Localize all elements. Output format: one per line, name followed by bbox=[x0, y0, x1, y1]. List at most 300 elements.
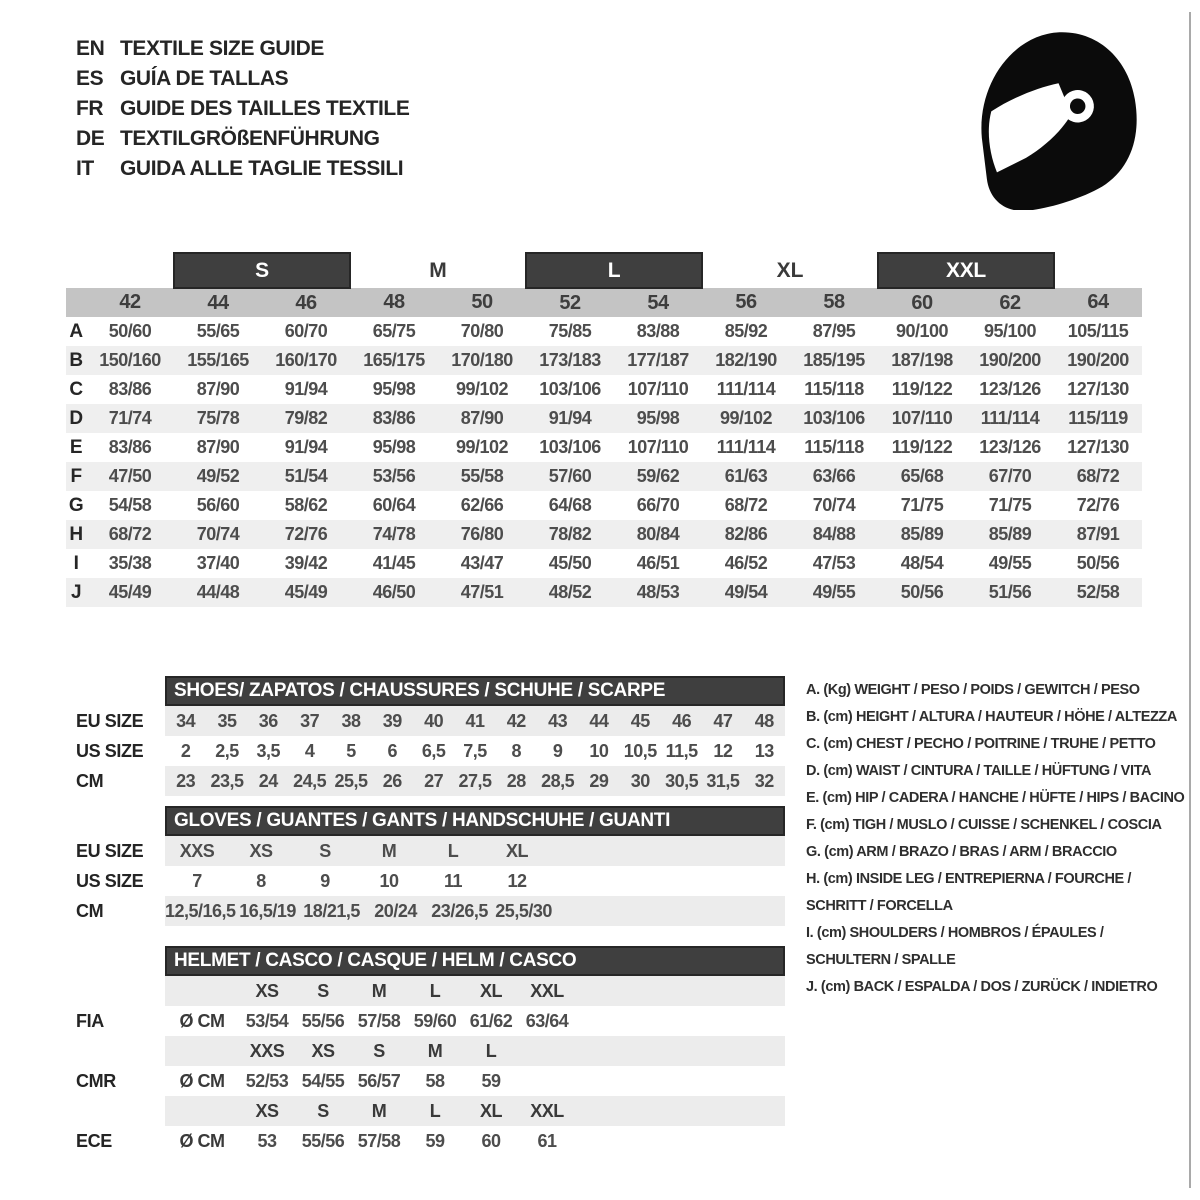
measurement-value: 71/74 bbox=[86, 404, 174, 433]
language-row bbox=[76, 124, 409, 154]
size-group-label: S bbox=[174, 253, 350, 288]
size-group-label: XL bbox=[776, 258, 804, 282]
shoe-size-value: 34 bbox=[176, 710, 196, 731]
measurement-value: 95/98 bbox=[614, 404, 702, 433]
gloves-section bbox=[65, 806, 790, 926]
row-band bbox=[165, 1066, 785, 1096]
gloves-row bbox=[65, 866, 790, 896]
helmet-size-label: M bbox=[427, 1040, 443, 1061]
measurement-value: 190/200 bbox=[966, 346, 1054, 375]
measurement-value: 44/48 bbox=[174, 578, 262, 607]
numeric-size-label: 60 bbox=[878, 288, 966, 317]
helmet-size-label: XXL bbox=[530, 980, 564, 1001]
numeric-size-label: 50 bbox=[438, 288, 526, 317]
measurement-value: 115/118 bbox=[804, 437, 864, 457]
measurement-row-label: F bbox=[66, 462, 86, 491]
measurement-value: 49/55 bbox=[790, 578, 878, 607]
measurement-value: 51/54 bbox=[262, 462, 350, 491]
measurement-value: 84/88 bbox=[790, 520, 878, 549]
row-band bbox=[165, 1126, 785, 1156]
measurement-value: 95/98 bbox=[372, 379, 416, 399]
measurement-value: 43/47 bbox=[460, 553, 504, 573]
helmet-size-label: XXS bbox=[249, 1040, 285, 1061]
glove-size-value: 12 bbox=[507, 870, 527, 891]
glove-size-value: L bbox=[447, 840, 459, 861]
helmet-size-label: XS bbox=[255, 1100, 279, 1121]
measurement-value: 75/85 bbox=[548, 321, 592, 341]
shoe-size-value: 44 bbox=[589, 710, 609, 731]
measurement-value: 51/56 bbox=[966, 578, 1054, 607]
measurement-value: 67/70 bbox=[966, 462, 1054, 491]
glove-size-value: 20/24 bbox=[374, 900, 417, 921]
measurement-value: 115/119 bbox=[1054, 404, 1142, 433]
shoe-size-value: 30,5 bbox=[665, 770, 699, 791]
measurement-value: 50/56 bbox=[1076, 553, 1120, 573]
measurement-value: 79/82 bbox=[262, 404, 350, 433]
shoe-size-value: 27,5 bbox=[458, 770, 492, 791]
numeric-size-spacer bbox=[66, 288, 86, 317]
numeric-size-label: 64 bbox=[1054, 288, 1142, 317]
shoe-size-value: 24,5 bbox=[293, 770, 327, 791]
helmet-size-value: 58 bbox=[425, 1070, 445, 1091]
helmet-size-label: M bbox=[371, 980, 387, 1001]
shoes-row bbox=[65, 736, 790, 766]
shoe-size-value: 25,5 bbox=[334, 770, 368, 791]
helmet-size-label: L bbox=[429, 1100, 441, 1121]
numeric-size-label: 46 bbox=[262, 288, 350, 317]
row-label bbox=[65, 1096, 165, 1126]
legend-item: F. (cm) TIGH / MUSLO / CUISSE / SCHENKEL / COSCIA bbox=[806, 817, 1162, 833]
helmet-size-value: 56/57 bbox=[357, 1070, 401, 1091]
helmet-size-label: L bbox=[485, 1040, 497, 1061]
numeric-size-label: 52 bbox=[526, 288, 614, 317]
measurement-value: 63/66 bbox=[790, 462, 878, 491]
helmet-size-value: 63/64 bbox=[525, 1010, 569, 1031]
measurement-value: 87/95 bbox=[812, 321, 856, 341]
row-band bbox=[165, 836, 785, 866]
language-list bbox=[76, 34, 409, 184]
measurement-value: 173/183 bbox=[526, 346, 614, 375]
helmet-size-label: XL bbox=[479, 1100, 502, 1121]
glove-size-value: 23/26,5 bbox=[431, 900, 488, 921]
shoe-size-value: 36 bbox=[258, 710, 278, 731]
measurement-value: 59/62 bbox=[614, 462, 702, 491]
measurement-value: 87/90 bbox=[196, 437, 240, 457]
numeric-size-label: 56 bbox=[702, 288, 790, 317]
measurement-value: 95/98 bbox=[372, 437, 416, 457]
measurement-value: 187/198 bbox=[878, 346, 966, 375]
shoe-size-value: 26 bbox=[382, 770, 402, 791]
glove-size-value: 10 bbox=[379, 870, 399, 891]
measurement-value: 115/118 bbox=[804, 379, 864, 399]
measurement-value: 111/114 bbox=[716, 437, 776, 457]
row-label: ECE bbox=[76, 1130, 112, 1151]
size-group-spacer bbox=[1054, 253, 1142, 288]
helmet-table bbox=[65, 976, 790, 1156]
shoe-size-value: 24 bbox=[258, 770, 278, 791]
measurement-value: 68/72 bbox=[1054, 462, 1142, 491]
measurement-row-label: H bbox=[66, 520, 86, 549]
shoe-size-value: 10 bbox=[589, 740, 609, 761]
measurement-value: 35/38 bbox=[108, 553, 152, 573]
measurement-value: 119/122 bbox=[891, 379, 953, 399]
language-row bbox=[76, 154, 409, 184]
row-label: EU SIZE bbox=[76, 710, 144, 731]
measurement-row-label: A bbox=[69, 320, 83, 342]
shoe-size-value: 32 bbox=[754, 770, 774, 791]
measurement-value: 75/78 bbox=[174, 404, 262, 433]
measurement-value: 177/187 bbox=[614, 346, 702, 375]
measurement-value: 68/72 bbox=[724, 495, 768, 515]
language-row bbox=[76, 64, 409, 94]
measurement-value: 83/86 bbox=[108, 379, 152, 399]
measurement-value: 50/56 bbox=[878, 578, 966, 607]
measurement-row-label: B bbox=[66, 346, 86, 375]
measurement-value: 72/76 bbox=[262, 520, 350, 549]
measurement-value: 105/115 bbox=[1067, 321, 1129, 341]
textile-size-table bbox=[66, 252, 1142, 607]
shoes-section-title: SHOES/ ZAPATOS / CHAUSSURES / SCHUHE / SCARPE bbox=[165, 676, 785, 706]
shoe-size-value: 29 bbox=[589, 770, 609, 791]
language-row bbox=[76, 94, 409, 124]
shoes-row bbox=[65, 706, 790, 736]
measurement-value: 99/102 bbox=[455, 379, 509, 399]
shoes-row bbox=[65, 766, 790, 796]
measurement-row bbox=[66, 404, 1142, 433]
helmet-size-label: XS bbox=[255, 980, 279, 1001]
legend-item: H. (cm) INSIDE LEG / ENTREPIERNA / FOURCHE / SCHRITT / FORCELLA bbox=[806, 871, 1132, 914]
shoe-size-value: 3,5 bbox=[256, 740, 281, 761]
measurement-value: 47/50 bbox=[86, 462, 174, 491]
measurement-value: 48/54 bbox=[900, 553, 944, 573]
helmet-size-value: 54/55 bbox=[301, 1070, 345, 1091]
measurement-value: 49/52 bbox=[174, 462, 262, 491]
row-band bbox=[165, 706, 785, 736]
measurement-value: 60/70 bbox=[284, 321, 328, 341]
measurement-value: 107/110 bbox=[627, 437, 689, 457]
helmet-size-value: 55/56 bbox=[301, 1010, 345, 1031]
measurement-value: 49/54 bbox=[702, 578, 790, 607]
legend-item: B. (cm) HEIGHT / ALTURA / HAUTEUR / HÖHE / ALTEZZA bbox=[806, 709, 1177, 725]
size-group-row bbox=[66, 253, 1142, 288]
language-code: DE bbox=[76, 127, 105, 150]
gloves-table bbox=[65, 836, 790, 926]
shoe-size-value: 2 bbox=[180, 740, 191, 761]
measurement-value: 70/80 bbox=[460, 321, 504, 341]
helmet-size-value: 53/54 bbox=[245, 1010, 289, 1031]
shoes-section bbox=[65, 676, 790, 796]
shoe-size-value: 8 bbox=[511, 740, 522, 761]
size-group-label: M bbox=[429, 258, 447, 282]
measurement-value: 182/190 bbox=[702, 346, 790, 375]
measurement-row bbox=[66, 549, 1142, 578]
measurement-value: 160/170 bbox=[262, 346, 350, 375]
measurement-row bbox=[66, 578, 1142, 607]
measurement-value: 91/94 bbox=[284, 379, 328, 399]
measurement-value: 107/110 bbox=[627, 379, 689, 399]
measurement-value: 155/165 bbox=[174, 346, 262, 375]
language-code: IT bbox=[76, 157, 94, 180]
measurement-row bbox=[66, 462, 1142, 491]
measurement-value: 56/60 bbox=[196, 495, 240, 515]
measurement-value: 45/50 bbox=[548, 553, 592, 573]
shoe-size-value: 42 bbox=[506, 710, 526, 731]
measurement-row-label: C bbox=[69, 378, 83, 400]
measurement-value: 99/102 bbox=[455, 437, 509, 457]
row-label: CM bbox=[76, 900, 104, 921]
measurement-value: 55/58 bbox=[438, 462, 526, 491]
measurement-value: 85/92 bbox=[724, 321, 768, 341]
numeric-size-row bbox=[66, 288, 1142, 317]
shoe-size-value: 11,5 bbox=[665, 740, 698, 761]
measurement-value: 150/160 bbox=[86, 346, 174, 375]
measurement-value: 87/90 bbox=[438, 404, 526, 433]
helmet-size-value: 52/53 bbox=[245, 1070, 289, 1091]
shoe-size-value: 28,5 bbox=[541, 770, 575, 791]
size-group-spacer bbox=[66, 253, 174, 288]
row-label: CM bbox=[76, 770, 104, 791]
glove-size-value: M bbox=[381, 840, 397, 861]
row-label bbox=[65, 1036, 165, 1066]
shoes-table bbox=[65, 706, 790, 796]
measurement-value: 87/91 bbox=[1054, 520, 1142, 549]
glove-size-value: XS bbox=[249, 840, 273, 861]
measurement-value: 83/86 bbox=[108, 437, 152, 457]
numeric-size-label: 44 bbox=[174, 288, 262, 317]
measurement-row-label: I bbox=[73, 552, 79, 574]
measurement-value: 54/58 bbox=[108, 495, 152, 515]
shoe-size-value: 6 bbox=[387, 740, 398, 761]
legend-item: J. (cm) BACK / ESPALDA / DOS / ZURÜCK / INDIETRO bbox=[806, 979, 1158, 995]
measurement-value: 47/51 bbox=[438, 578, 526, 607]
helmet-section bbox=[65, 946, 790, 1156]
measurement-value: 111/114 bbox=[966, 404, 1054, 433]
helmet-size-value: 59/60 bbox=[413, 1010, 457, 1031]
helmet-size-label: XS bbox=[311, 1040, 335, 1061]
measurement-value: 71/75 bbox=[988, 495, 1032, 515]
helmet-sizes-row bbox=[65, 1096, 790, 1126]
measurement-value: 78/82 bbox=[526, 520, 614, 549]
legend-item: A. (Kg) WEIGHT / PESO / POIDS / GEWITCH / PESO bbox=[806, 682, 1140, 698]
measurement-value: 45/49 bbox=[86, 578, 174, 607]
measurement-value: 49/55 bbox=[988, 553, 1032, 573]
measurement-row-label: D bbox=[66, 404, 86, 433]
measurement-value: 45/49 bbox=[262, 578, 350, 607]
helmet-size-label: L bbox=[429, 980, 441, 1001]
measurement-value: 57/60 bbox=[526, 462, 614, 491]
measurement-value: 58/62 bbox=[284, 495, 328, 515]
measurement-value: 103/106 bbox=[539, 437, 601, 457]
language-row bbox=[76, 34, 409, 64]
helmet-values-row bbox=[65, 1006, 790, 1036]
helmet-section-title: HELMET / CASCO / CASQUE / HELM / CASCO bbox=[165, 946, 785, 976]
measurement-row-label: E bbox=[69, 436, 83, 458]
row-label: US SIZE bbox=[76, 740, 144, 761]
helmet-size-label: S bbox=[317, 1100, 329, 1121]
measurement-value: 85/89 bbox=[966, 520, 1054, 549]
row-label bbox=[65, 976, 165, 1006]
shoe-size-value: 27 bbox=[424, 770, 444, 791]
gloves-row bbox=[65, 836, 790, 866]
numeric-size-label: 54 bbox=[614, 288, 702, 317]
language-title: GUÍA DE TALLAS bbox=[120, 67, 289, 90]
helmet-values-row bbox=[65, 1066, 790, 1096]
helmet-size-value: 57/58 bbox=[357, 1130, 401, 1151]
measurement-value: 123/126 bbox=[979, 437, 1041, 457]
measurement-value: 53/56 bbox=[350, 462, 438, 491]
measurement-value: 127/130 bbox=[1067, 437, 1129, 457]
helmet-icon bbox=[966, 26, 1146, 210]
shoe-size-value: 30 bbox=[630, 770, 650, 791]
measurement-row bbox=[66, 491, 1142, 520]
measurement-value: 83/88 bbox=[636, 321, 680, 341]
helmet-size-label: XXL bbox=[530, 1100, 564, 1121]
measurement-value: 66/70 bbox=[636, 495, 680, 515]
shoe-size-value: 23 bbox=[176, 770, 196, 791]
numeric-size-label: 42 bbox=[86, 288, 174, 317]
measurement-value: 70/74 bbox=[174, 520, 262, 549]
legend-item: C. (cm) CHEST / PECHO / POITRINE / TRUHE / PETTO bbox=[806, 736, 1156, 752]
shoe-size-value: 5 bbox=[346, 740, 356, 761]
row-label: US SIZE bbox=[76, 870, 144, 891]
helmet-size-label: S bbox=[317, 980, 329, 1001]
measurement-legend bbox=[806, 677, 1186, 1001]
row-band bbox=[165, 866, 785, 896]
glove-size-value: 18/21,5 bbox=[303, 900, 360, 921]
row-band bbox=[165, 1006, 785, 1036]
measurement-row bbox=[66, 317, 1142, 346]
numeric-size-label: 62 bbox=[966, 288, 1054, 317]
numeric-size-label: 48 bbox=[350, 288, 438, 317]
shoe-size-value: 43 bbox=[548, 710, 568, 731]
shoe-size-value: 47 bbox=[713, 710, 733, 731]
measurement-value: 127/130 bbox=[1067, 379, 1129, 399]
measurement-row bbox=[66, 433, 1142, 462]
language-title: TEXTILE SIZE GUIDE bbox=[120, 37, 324, 60]
shoe-size-value: 9 bbox=[552, 740, 563, 761]
helmet-unit-label: Ø CM bbox=[179, 1010, 225, 1031]
measurement-value: 85/89 bbox=[878, 520, 966, 549]
measurement-row-label: J bbox=[66, 578, 86, 607]
measurement-value: 46/51 bbox=[636, 553, 680, 573]
measurement-row-label: G bbox=[68, 494, 84, 516]
measurement-value: 123/126 bbox=[979, 379, 1041, 399]
glove-size-value: 9 bbox=[320, 870, 330, 891]
shoe-size-value: 7,5 bbox=[463, 740, 487, 761]
measurement-value: 60/64 bbox=[372, 495, 416, 515]
shoe-size-value: 38 bbox=[341, 710, 361, 731]
helmet-sizes-row bbox=[65, 976, 790, 1006]
measurement-value: 103/106 bbox=[790, 404, 878, 433]
language-code: EN bbox=[76, 37, 105, 60]
page-edge-line bbox=[1189, 12, 1191, 1188]
legend-item: I. (cm) SHOULDERS / HOMBROS / ÉPAULES / SCHULTERN / SPALLE bbox=[806, 925, 1104, 968]
measurement-value: 41/45 bbox=[372, 553, 416, 573]
helmet-size-value: 59 bbox=[481, 1070, 501, 1091]
measurement-value: 47/53 bbox=[812, 553, 856, 573]
measurement-row bbox=[66, 375, 1142, 404]
helmet-size-value: 61 bbox=[537, 1130, 557, 1151]
row-label: CMR bbox=[76, 1070, 116, 1091]
measurement-value: 72/76 bbox=[1076, 495, 1120, 515]
shoe-size-value: 37 bbox=[300, 710, 320, 731]
measurement-value: 99/102 bbox=[702, 404, 790, 433]
measurement-value: 74/78 bbox=[350, 520, 438, 549]
measurement-value: 50/60 bbox=[108, 321, 152, 341]
size-group-label: L bbox=[526, 253, 702, 288]
numeric-size-label: 58 bbox=[790, 288, 878, 317]
measurement-row bbox=[66, 346, 1142, 375]
measurement-value: 107/110 bbox=[878, 404, 966, 433]
glove-size-value: 12,5/16,5 bbox=[165, 900, 236, 921]
glove-size-value: 11 bbox=[443, 870, 463, 891]
measurement-value: 46/52 bbox=[724, 553, 768, 573]
measurement-value: 95/100 bbox=[983, 321, 1037, 341]
shoe-size-value: 40 bbox=[424, 710, 444, 731]
measurement-value: 39/42 bbox=[284, 553, 328, 573]
row-band bbox=[165, 736, 785, 766]
shoe-size-value: 41 bbox=[465, 710, 485, 731]
legend-item: G. (cm) ARM / BRAZO / BRAS / ARM / BRACCIO bbox=[806, 844, 1117, 860]
language-title: TEXTILGRÖßENFÜHRUNG bbox=[120, 127, 380, 150]
helmet-sizes-row bbox=[65, 1036, 790, 1066]
measurement-value: 61/63 bbox=[702, 462, 790, 491]
shoe-size-value: 48 bbox=[754, 710, 774, 731]
measurement-value: 48/53 bbox=[614, 578, 702, 607]
measurement-value: 68/72 bbox=[86, 520, 174, 549]
row-label: EU SIZE bbox=[76, 840, 144, 861]
shoe-size-value: 12 bbox=[713, 740, 733, 761]
helmet-size-value: 60 bbox=[481, 1130, 501, 1151]
shoe-size-value: 10,5 bbox=[623, 740, 657, 761]
helmet-size-value: 53 bbox=[257, 1130, 277, 1151]
measurement-value: 71/75 bbox=[900, 495, 944, 515]
measurement-value: 103/106 bbox=[539, 379, 601, 399]
glove-size-value: XXS bbox=[179, 840, 215, 861]
measurement-value: 91/94 bbox=[284, 437, 328, 457]
measurement-value: 80/84 bbox=[614, 520, 702, 549]
measurement-value: 65/68 bbox=[878, 462, 966, 491]
language-title: GUIDE DES TAILLES TEXTILE bbox=[120, 97, 410, 120]
shoe-size-value: 23,5 bbox=[210, 770, 244, 791]
measurement-value: 111/114 bbox=[716, 379, 776, 399]
measurement-value: 64/68 bbox=[548, 495, 592, 515]
measurement-value: 48/52 bbox=[526, 578, 614, 607]
helmet-size-label: M bbox=[371, 1100, 387, 1121]
measurement-value: 37/40 bbox=[196, 553, 240, 573]
shoe-size-value: 39 bbox=[382, 710, 402, 731]
helmet-unit-label: Ø CM bbox=[179, 1130, 225, 1151]
glove-size-value: XL bbox=[505, 840, 528, 861]
helmet-size-value: 57/58 bbox=[357, 1010, 401, 1031]
measurement-value: 119/122 bbox=[891, 437, 953, 457]
measurement-value: 76/80 bbox=[438, 520, 526, 549]
shoe-size-value: 4 bbox=[304, 740, 315, 761]
measurement-value: 170/180 bbox=[438, 346, 526, 375]
measurement-value: 65/75 bbox=[372, 321, 416, 341]
row-label: FIA bbox=[76, 1010, 104, 1031]
glove-size-value: 7 bbox=[192, 870, 202, 891]
measurement-value: 52/58 bbox=[1054, 578, 1142, 607]
shoe-size-value: 45 bbox=[630, 710, 650, 731]
measurement-value: 83/86 bbox=[350, 404, 438, 433]
row-band bbox=[165, 976, 785, 1006]
helmet-size-label: XL bbox=[479, 980, 502, 1001]
row-band bbox=[165, 766, 785, 796]
size-group-label: XXL bbox=[878, 253, 1054, 288]
helmet-values-row bbox=[65, 1126, 790, 1156]
language-code: ES bbox=[76, 67, 104, 90]
